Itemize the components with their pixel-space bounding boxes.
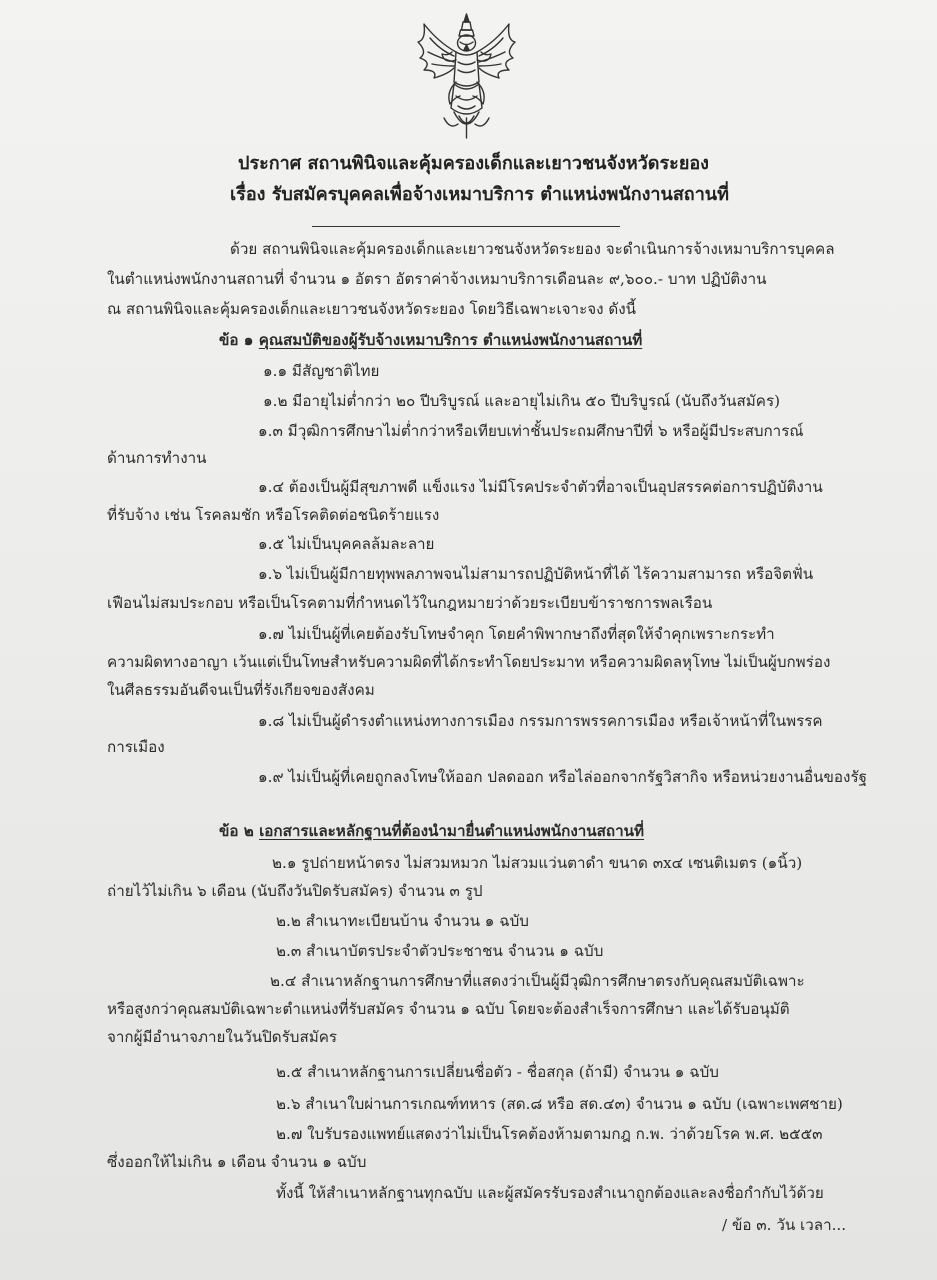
qualification-1-3: ๑.๓ มีวุฒิการศึกษาไม่ต่ำกว่าหรือเทียบเท่าชั้นประถมศึกษาปีที่ ๖ หรือผู้มีประสบการณ์ <box>258 422 804 440</box>
section-1-heading <box>219 329 642 351</box>
intro-line-3: ณ สถานพินิจและคุ้มครองเด็กและเยาวชนจังหวัดระยอง โดยวิธีเฉพาะเจาะจง ดังนี้ <box>107 300 637 318</box>
qualification-1-8: ๑.๘ ไม่เป็นผู้ดำรงตำแหน่งทางการเมือง กรรมการพรรคการเมือง หรือเจ้าหน้าที่ในพรรค <box>258 712 823 730</box>
title-line-1: ประกาศ สถานพินิจและคุ้มครองเด็กและเยาวชนจังหวัดระยอง <box>238 153 709 174</box>
document-2-1-cont: ถ่ายไว้ไม่เกิน ๖ เดือน (นับถึงวันปิดรับสมัคร) จำนวน ๓ รูป <box>107 882 483 900</box>
qualification-1-7: ๑.๗ ไม่เป็นผู้ที่เคยต้องรับโทษจำคุก โดยคำพิพากษาถึงที่สุดให้จำคุกเพราะกระทำ <box>258 625 775 643</box>
document-2-2: ๒.๒ สำเนาทะเบียนบ้าน จำนวน ๑ ฉบับ <box>276 912 529 930</box>
document-2-7: ๒.๗ ใบรับรองแพทย์แสดงว่าไม่เป็นโรคต้องห้ามตามกฎ ก.พ. ว่าด้วยโรค พ.ศ. ๒๕๕๓ <box>276 1125 823 1143</box>
section-2-heading <box>219 820 644 842</box>
qualification-1-6: ๑.๖ ไม่เป็นผู้มีกายทุพพลภาพจนไม่สามารถปฏิบัติหน้าที่ได้ ไร้ความสามารถ หรือจิตฟั่น <box>258 565 814 583</box>
section-2-title: เอกสารและหลักฐานที่ต้องนำมายื่นตำแหน่งพนักงานสถานที่ <box>259 822 645 840</box>
document-2-5: ๒.๕ สำเนาหลักฐานการเปลี่ยนชื่อตัว - ชื่อสกุล (ถ้ามี) จำนวน ๑ ฉบับ <box>276 1063 719 1081</box>
qualification-1-6-cont: เฟือนไม่สมประกอบ หรือเป็นโรคตามที่กำหนดไว้ในกฎหมายว่าด้วยระเบียบข้าราชการพลเรือน <box>107 594 713 612</box>
page-continuation: / ข้อ ๓. วัน เวลา... <box>722 1216 847 1234</box>
closing-remark: ทั้งนี้ ให้สำเนาหลักฐานทุกฉบับ และผู้สมัครรับรองสำเนาถูกต้องและลงชื่อกำกับไว้ด้วย <box>276 1184 824 1202</box>
document-2-4-cont-2: จากผู้มีอำนาจภายในวันปิดรับสมัคร <box>107 1028 338 1046</box>
title-divider <box>312 226 620 227</box>
qualification-1-4: ๑.๔ ต้องเป็นผู้มีสุขภาพดี แข็งแรง ไม่มีโรคประจำตัวที่อาจเป็นอุปสรรคต่อการปฏิบัติงาน <box>258 478 823 496</box>
qualification-1-7-cont-2: ในศีลธรรมอันดีจนเป็นที่รังเกียจของสังคม <box>107 681 375 699</box>
document-2-4-cont-1: หรือสูงกว่าคุณสมบัติเฉพาะตำแหน่งที่รับสมัคร จำนวน ๑ ฉบับ โดยจะต้องสำเร็จการศึกษา และได้รับอนุมัติ <box>107 1000 790 1018</box>
document-2-4: ๒.๔ สำเนาหลักฐานการศึกษาที่แสดงว่าเป็นผู้มีวุฒิการศึกษาตรงกับคุณสมบัติเฉพาะ <box>270 972 805 990</box>
qualification-1-7-cont-1: ความผิดทางอาญา เว้นแต่เป็นโทษสำหรับความผิดที่ได้กระทำโดยประมาท หรือความผิดลหุโทษ ไม่เป็นผู้บกพร่อง <box>107 653 831 671</box>
intro-line-2: ในตำแหน่งพนักงานสถานที่ จำนวน ๑ อัตรา อัตราค่าจ้างเหมาบริการเดือนละ ๙,๖๐๐.- บาท ปฏิบัติงาน <box>107 270 767 288</box>
title-line-2: เรื่อง รับสมัครบุคคลเพื่อจ้างเหมาบริการ ตำแหน่งพนักงานสถานที่ <box>230 184 729 205</box>
qualification-1-4-cont: ที่รับจ้าง เช่น โรคลมชัก หรือโรคติดต่อชนิดร้ายแรง <box>107 506 440 524</box>
announcement-title <box>0 148 937 210</box>
document-2-3: ๒.๓ สำเนาบัตรประจำตัวประชาชน จำนวน ๑ ฉบับ <box>276 942 604 960</box>
document-2-7-cont: ซึ่งออกให้ไม่เกิน ๑ เดือน จำนวน ๑ ฉบับ <box>107 1153 367 1171</box>
section-1-prefix: ข้อ ๑ <box>219 331 259 349</box>
document-2-6: ๒.๖ สำเนาใบผ่านการเกณฑ์ทหาร (สด.๘ หรือ สด.๔๓) จำนวน ๑ ฉบับ (เฉพาะเพศชาย) <box>276 1095 843 1113</box>
document-2-1: ๒.๑ รูปถ่ายหน้าตรง ไม่สวมหมวก ไม่สวมแว่นตาดำ ขนาด ๓x๔ เซนติเมตร (๑นิ้ว) <box>272 854 803 872</box>
section-2-prefix: ข้อ ๒ <box>219 822 260 840</box>
qualification-1-8-cont: การเมือง <box>107 738 165 756</box>
qualification-1-3-cont: ด้านการทำงาน <box>107 449 207 467</box>
intro-line-1: ด้วย สถานพินิจและคุ้มครองเด็กและเยาวชนจังหวัดระยอง จะดำเนินการจ้างเหมาบริการบุคคล <box>230 240 835 258</box>
section-1-title: คุณสมบัติของผู้รับจ้างเหมาบริการ ตำแหน่งพนักงานสถานที่ <box>258 331 643 349</box>
qualification-1-1: ๑.๑ มีสัญชาติไทย <box>263 362 380 380</box>
qualification-1-9: ๑.๙ ไม่เป็นผู้ที่เคยถูกลงโทษให้ออก ปลดออก หรือไล่ออกจากรัฐวิสากิจ หรือหน่วยงานอื่นของรัฐ <box>258 768 867 786</box>
garuda-emblem-icon <box>414 12 519 140</box>
qualification-1-5: ๑.๕ ไม่เป็นบุคคลล้มละลาย <box>258 535 435 553</box>
qualification-1-2: ๑.๒ มีอายุไม่ต่ำกว่า ๒๐ ปีบริบูรณ์ และอายุไม่เกิน ๕๐ ปีบริบูรณ์ (นับถึงวันสมัคร) <box>263 392 781 410</box>
